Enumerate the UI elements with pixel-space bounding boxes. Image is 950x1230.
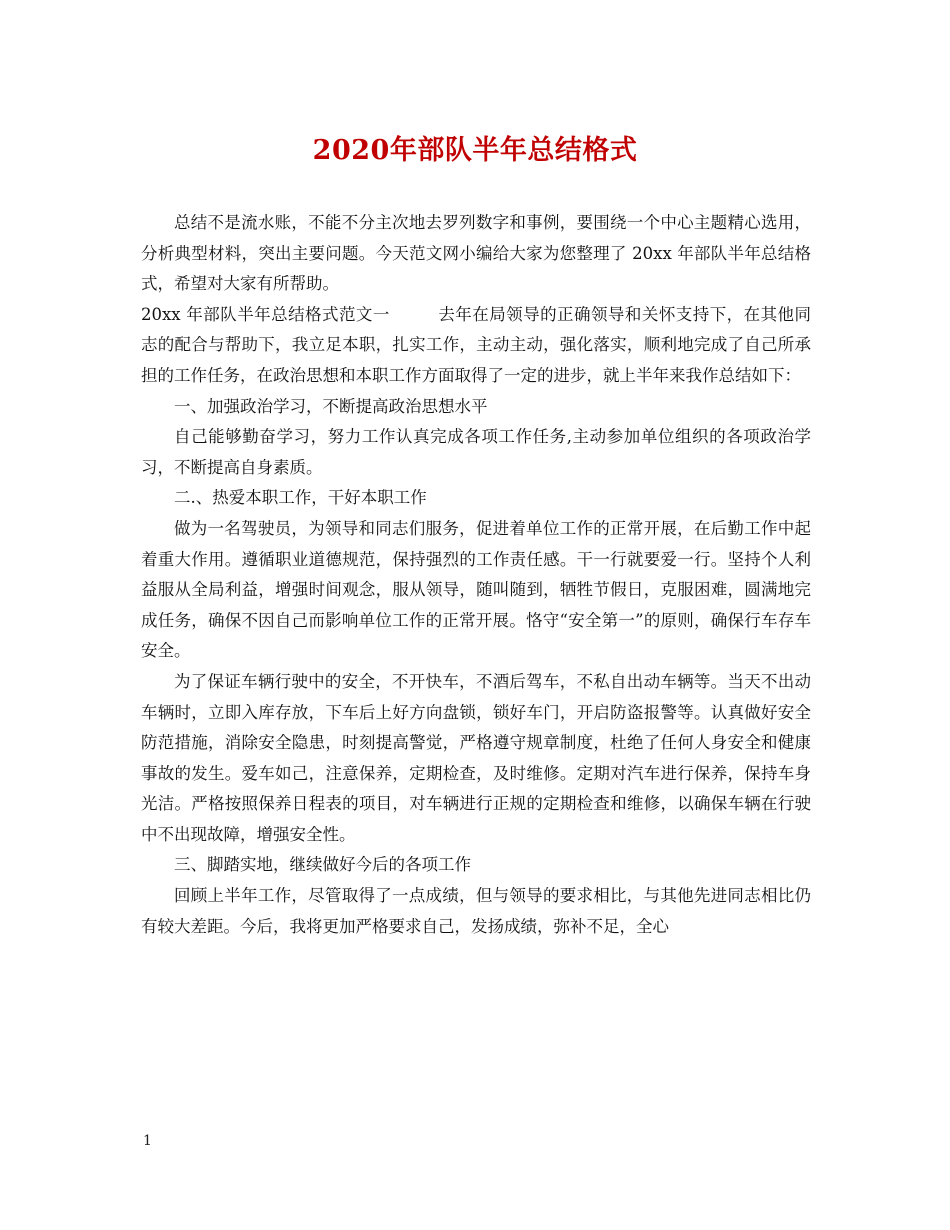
- section-3-paragraph-1: 回顾上半年工作，尽管取得了一点成绩，但与领导的要求相比，与其他先进同志相比仍有较大差距。今后，我将更加严格要求自己，发扬成绩，弥补不足，全心: [141, 886, 811, 936]
- section-heading-2: 二.、热爱本职工作，干好本职工作: [174, 488, 427, 508]
- section-1-paragraph-1: 自己能够勤奋学习，努力工作认真完成各项工作任务,主动参加单位组织的各项政治学习，不断提高自身素质。: [141, 427, 811, 477]
- section-heading-1: 一、加强政治学习，不断提高政治思想水平: [174, 396, 488, 416]
- section-2-paragraph-2: 为了保证车辆行驶中的安全，不开快车，不酒后驾车，不私自出动车辆等。当天不出动车辆时，立即入库存放，下车后上好方向盘锁，锁好车门，开启防盗报警等。认真做好安全防范措施，消除安全隐患，时刻提高警觉，严格遵守规章制度，杜绝了任何人身安全和健康事故的发生。爱车如己，注意保养，定期检查，及时维修。定期对汽车进行保养，保持车身光洁。严格按照保养日程表的项目，对车辆进行正规的定期检查和维修，以确保车辆在行驶中不出现故障，增强安全性。: [141, 671, 811, 844]
- document-body: [141, 208, 811, 942]
- sample-heading: 20xx 年部队半年总结格式范文一: [141, 304, 390, 324]
- section-heading-3: 三、脚踏实地，继续做好今后的各项工作: [174, 855, 471, 875]
- section-2-paragraph-1: 做为一名驾驶员，为领导和同志们服务，促进着单位工作的正常开展，在后勤工作中起着重大作用。遵循职业道德规范，保持强烈的工作责任感。干一行就要爱一行。坚持个人利益服从全局利益，增强时间观念，服从领导，随叫随到，牺牲节假日，克服困难，圆满地完成任务，确保不因自己而影响单位工作的正常开展。恪守“安全第一”的原则，确保行车存车安全。: [141, 518, 811, 661]
- document-title: 2020年部队半年总结格式: [312, 135, 638, 166]
- sample-paragraph: [141, 300, 811, 392]
- intro-paragraph: 总结不是流水账，不能不分主次地去罗列数字和事例，要围绕一个中心主题精心选用，分析典型材料，突出主要问题。今天范文网小编给大家为您整理了 20xx 年部队半年总结格式，希望对大家有所帮助。: [141, 213, 811, 294]
- sample-opening: 去年在局领导的正确领导和关怀支持下，在其他同志的配合与帮助下，我立足本职，扎实工作，主动主动，强化落实，顺利地完成了自己所承担的工作任务，在政治思想和本职工作方面取得了一定的进步，就上半年来我作总结如下：: [141, 304, 812, 385]
- page-number: 1: [143, 1133, 152, 1149]
